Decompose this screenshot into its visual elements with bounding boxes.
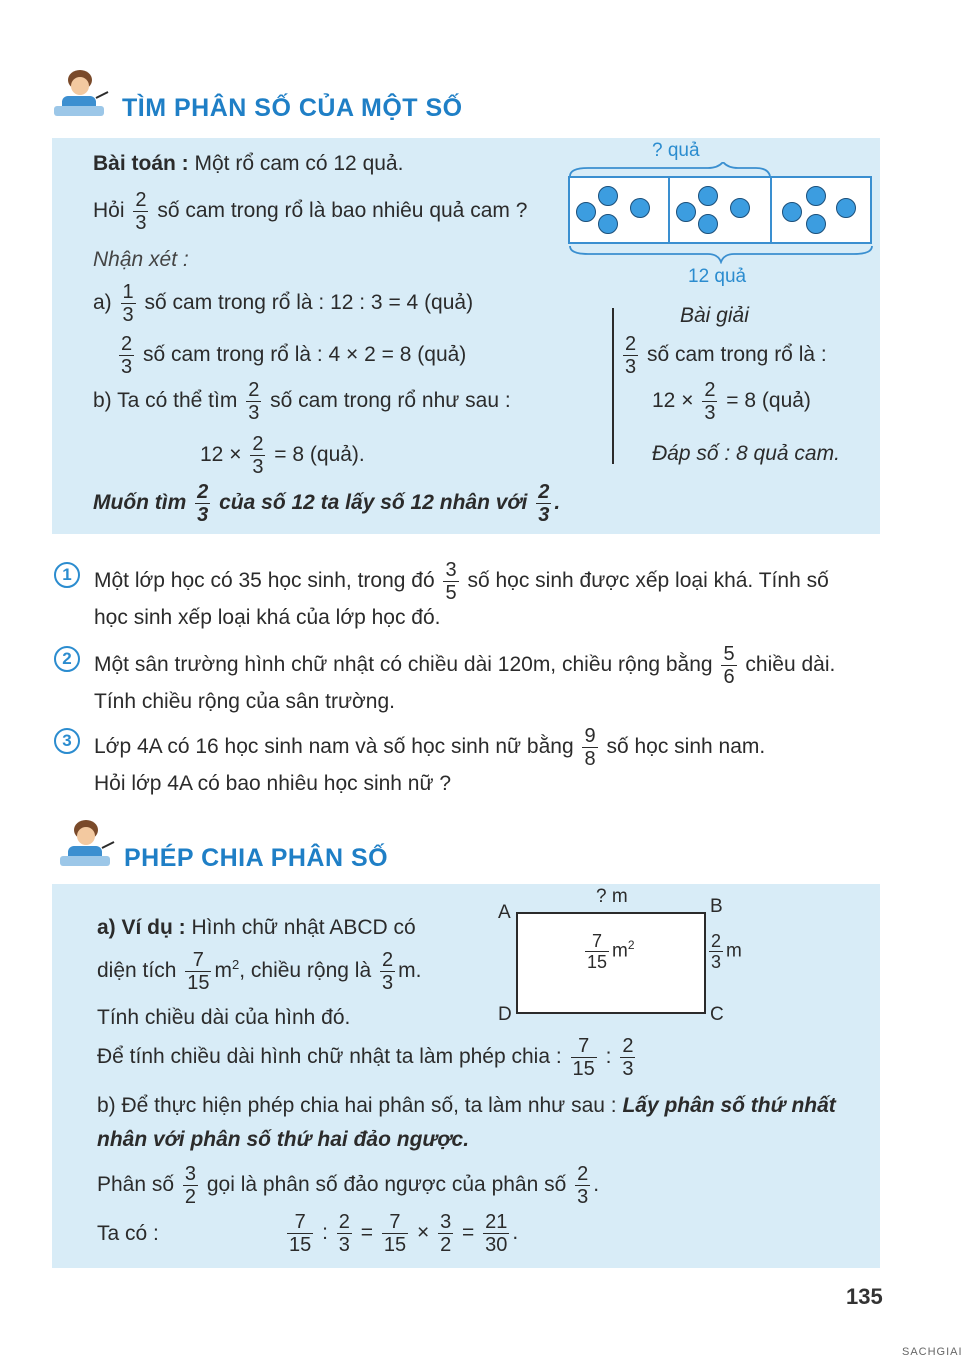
problem-text: Một rổ cam có 12 quả.: [188, 152, 404, 175]
rect-area-label: $\frac{7}{15}$ $m^2$: [587, 931, 635, 972]
remark-label: Nhận xét :: [93, 248, 189, 271]
fraction-3-2: $\frac{3}{2}$: [184, 1163, 197, 1208]
question-pre: Hỏi: [93, 199, 125, 223]
solution-answer: Đáp số : 8 quả cam.: [652, 442, 840, 465]
fraction-2-3: $\frac{2}{3}$: [252, 433, 264, 478]
orange-icon: [676, 202, 696, 222]
orange-icon: [576, 202, 596, 222]
page-number: 135: [846, 1284, 883, 1309]
problem-question: [93, 190, 527, 233]
fraction-2-3: $\frac{2}{3}$: [338, 1211, 350, 1256]
example-b-line1: b) Để thực hiện phép chia hai phân số, ta làm như sau : Lấy phân số thứ nhất: [97, 1094, 836, 1117]
fraction-2-3: $\frac{2}{3}$: [121, 333, 133, 378]
orange-icon: [836, 198, 856, 218]
fraction-7-15: $\frac{7}{15}$: [289, 1211, 312, 1256]
solution-title: Bài giải: [680, 304, 749, 327]
exercise-2-line2: Tính chiều rộng của sân trường.: [94, 690, 395, 713]
fraction-2-3: $\frac{2}{3}$: [135, 189, 147, 234]
rect-vertex-b: B: [710, 896, 723, 917]
rect-vertex-d: D: [498, 1004, 512, 1025]
exercise-3-line2: Hỏi lớp 4A có bao nhiêu học sinh nữ ?: [94, 772, 452, 795]
fraction-21-30: $\frac{21}{30}$: [485, 1211, 508, 1256]
remark-a1: a) $\frac{1}{3}$ số cam trong rổ là : 12 : 3 = 4 (quả): [93, 281, 474, 326]
rect-top-label: ? m: [596, 886, 628, 907]
fraction-2-3: $\frac{2}{3}$: [197, 481, 209, 526]
rect-side-label: $\frac{2}{3}$ m: [711, 931, 742, 972]
orange-icon: [598, 214, 618, 234]
fraction-1-3: $\frac{1}{3}$: [122, 281, 134, 326]
orange-icon: [598, 186, 618, 206]
orange-icon: [730, 198, 750, 218]
fraction-2-3: $\frac{2}{3}$: [704, 379, 716, 424]
orange-icon: [806, 186, 826, 206]
fraction-5-6: $\frac{5}{6}$: [723, 643, 735, 688]
example-a-line1: a) Ví dụ : Hình chữ nhật ABCD có: [97, 916, 416, 939]
section-title-fraction-division: PHÉP CHIA PHÂN SỐ: [124, 844, 389, 872]
boy-mascot-icon: [52, 68, 112, 120]
fraction-7-15: $\frac{7}{15}$: [572, 1035, 595, 1080]
rule-statement: Muốn tìm $\frac{2}{3}$ của số 12 ta lấy số 12 nhân với $\frac{2}{3}$ .: [93, 481, 561, 526]
fraction-7-15: $\frac{7}{15}$: [187, 949, 210, 994]
orange-icon: [806, 214, 826, 234]
fraction-2-3: $\frac{2}{3}$: [625, 333, 637, 378]
question-post: số cam trong rổ là bao nhiêu quả cam ?: [157, 199, 528, 223]
oranges-box: [568, 176, 872, 244]
problem-label: Bài toán :: [93, 152, 189, 175]
rect-vertex-a: A: [498, 902, 511, 923]
example-b-line2: nhân với phân số thứ hai đảo ngược.: [97, 1128, 470, 1151]
boy-mascot-icon: [58, 818, 118, 870]
fraction-2-3: $\frac{2}{3}$: [248, 379, 260, 424]
problem-statement: [93, 152, 403, 176]
fraction-3-2: $\frac{3}{2}$: [440, 1211, 452, 1256]
fraction-2-3: $\frac{2}{3}$: [381, 949, 394, 994]
fraction-7-15: $\frac{7}{15}$: [383, 1211, 407, 1256]
taco-label: Ta có :: [97, 1222, 159, 1245]
exercise-number-badge: 3: [54, 728, 80, 754]
exercise-2-line1: Một sân trường hình chữ nhật có chiều dài 120m, chiều rộng bằng $\frac{5}{6}$ chiều dài.: [94, 643, 836, 688]
section-title-fraction-of-number: TÌM PHÂN SỐ CỦA MỘT SỐ: [122, 94, 463, 122]
fraction-2-3: $\frac{2}{3}$: [538, 481, 550, 526]
exercise-3-line1: Lớp 4A có 16 học sinh nam và số học sinh nữ bằng $\frac{9}{8}$ số học sinh nam.: [94, 725, 766, 770]
rect-vertex-c: C: [710, 1004, 724, 1025]
exercise-1-line1: Một lớp học có 35 học sinh, trong đó $\frac{3}{5}$ số học sinh được xếp loại khá. Tính số: [94, 559, 829, 604]
remark-b: b) Ta có thể tìm $\frac{2}{3}$ số cam trong rổ như sau :: [93, 379, 511, 424]
reciprocal-definition: Phân số $\frac{3}{2}$ gọi là phân số đảo ngược của phân số $\frac{2}{3}$ .: [97, 1163, 600, 1208]
exercise-number-badge: 2: [54, 646, 80, 672]
orange-icon: [782, 202, 802, 222]
fraction-7-15: $\frac{7}{15}$: [587, 931, 608, 972]
fraction-3-5: $\frac{3}{5}$: [445, 559, 457, 604]
example-a-line2: diện tích $\frac{7}{15}$ $m^2$, chiều rộng là $\frac{2}{3}$ m.: [97, 949, 422, 994]
exercise-number-badge: 1: [54, 562, 80, 588]
watermark-logo: SACHGIAI: [902, 1346, 963, 1358]
fraction-9-8: $\frac{9}{8}$: [584, 725, 596, 770]
orange-icon: [698, 214, 718, 234]
remark-a2: $\frac{2}{3}$ số cam trong rổ là : 4 × 2 = 8 (quả): [121, 333, 467, 378]
example-a-line3: Tính chiều dài của hình đó.: [97, 1006, 351, 1029]
solution-calc: 12 × $\frac{2}{3}$ = 8 (quả): [652, 379, 811, 424]
oranges-divider: [668, 176, 670, 244]
fraction-2-3: $\frac{2}{3}$: [622, 1035, 634, 1080]
oranges-divider: [770, 176, 772, 244]
division-calculation: $\frac{7}{15}$ : $\frac{2}{3}$ = $\frac{7}{15}$ × $\frac{3}{2}$ = $\frac{21}{30}$ .: [289, 1211, 519, 1256]
solution-line1: $\frac{2}{3}$ số cam trong rổ là :: [625, 333, 827, 378]
orange-icon: [698, 186, 718, 206]
remark-b-calc: 12 × $\frac{2}{3}$ = 8 (quả).: [200, 433, 365, 478]
diagram-top-label: ? quả: [652, 140, 700, 161]
exercise-1-line2: học sinh xếp loại khá của lớp học đó.: [94, 606, 441, 629]
fraction-2-3: $\frac{2}{3}$: [577, 1163, 589, 1208]
orange-icon: [630, 198, 650, 218]
diagram-bottom-label: 12 quả: [688, 266, 747, 287]
fraction-2-3: $\frac{2}{3}$: [711, 931, 722, 972]
example-a-line4: Để tính chiều dài hình chữ nhật ta làm phép chia : $\frac{7}{15}$ : $\frac{2}{3}$: [97, 1035, 634, 1080]
solution-divider: [612, 308, 614, 464]
